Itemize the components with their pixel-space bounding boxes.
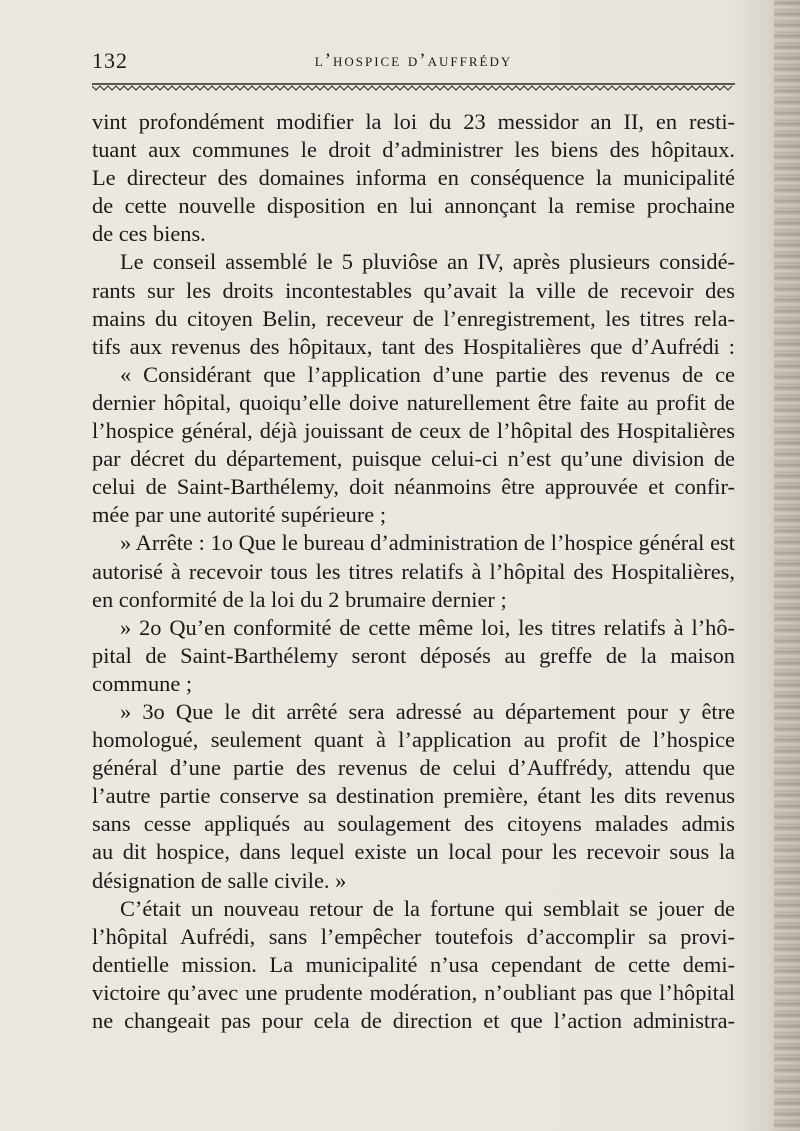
text-line: l’hospice général, déjà jouissant de ceux de l’hôpital des Hospitalières [92, 418, 735, 444]
text-line: Le directeur des domaines informa en conséquence la municipalité [92, 165, 735, 191]
text-line: l’hôpital Aufrédi, sans l’empêcher toutefois d’accomplir sa provi- [92, 923, 735, 949]
text-line: autorisé à recevoir tous les titres relatifs à l’hôpital des Hospitalières, [92, 558, 735, 584]
text-line: dernier hôpital, quoiqu’elle doive naturellement être faite au profit de [92, 389, 735, 415]
text-line: de cette nouvelle disposition en lui annonçant la remise prochaine [92, 193, 735, 219]
header-rule [92, 82, 735, 92]
text-line: désignation de salle civile. » [92, 867, 347, 893]
page-header [92, 48, 735, 78]
text-line: homologué, seulement quant à l’application au profit de l’hospice [92, 727, 735, 753]
text-line: » 2o Qu’en conformité de cette même loi, les titres relatifs à l’hô- [120, 614, 735, 640]
text-line: général d’une partie des revenus de celui d’Auffrédy, attendu que [92, 755, 735, 781]
text-line: au dit hospice, dans lequel existe un local pour les recevoir sous la [92, 839, 735, 865]
text-line: pital de Saint-Barthélemy seront déposés au greffe de la maison [92, 642, 735, 668]
page-edge [774, 0, 800, 1131]
text-line: Le conseil assemblé le 5 pluviôse an IV, après plusieurs considé- [120, 249, 735, 275]
text-line: mée par une autorité supérieure ; [92, 502, 387, 528]
text-line: celui de Saint-Barthélemy, doit néanmoins être approuvée et confir- [92, 474, 735, 500]
text-line: l’autre partie conserve sa destination première, étant les dits revenus [92, 783, 735, 809]
text-line: « Considérant que l’application d’une partie des revenus de ce [120, 361, 735, 387]
text-line: victoire qu’avec une prudente modération, n’oubliant pas que l’hôpital [92, 979, 735, 1005]
text-line: en conformité de la loi du 2 brumaire dernier ; [92, 586, 507, 612]
text-line: ne changeait pas pour cela de direction et que l’action administra- [92, 1008, 735, 1033]
text-line: sans cesse appliqués au soulagement des citoyens malades admis [92, 811, 735, 837]
text-line: C’était un nouveau retour de la fortune qui semblait se jouer de [120, 895, 735, 921]
page-number: 132 [92, 48, 128, 73]
text-line: rants sur les droits incontestables qu’avait la ville de recevoir des [92, 277, 735, 303]
text-line: vint profondément modifier la loi du 23 messidor an II, en resti- [92, 109, 735, 134]
text-line: de ces biens. [92, 221, 206, 247]
running-title: l’hospice d’auffrédy [314, 50, 513, 71]
text-line: par décret du département, puisque celui-ci n’est qu’une division de [92, 446, 735, 472]
text-line: » Arrête : 1o Que le bureau d’administration de l’hospice général est [120, 530, 735, 556]
text-line: dentielle mission. La municipalité n’usa cependant de cette demi- [92, 951, 735, 977]
text-line: mains du citoyen Belin, receveur de l’enregistrement, les titres rela- [92, 305, 735, 331]
body-text [92, 108, 735, 1035]
text-line: commune ; [92, 670, 193, 696]
text-line: tuant aux communes le droit d’administrer les biens des hôpitaux. [92, 137, 735, 163]
text-line: tifs aux revenus des hôpitaux, tant des Hospitalières que d’Aufrédi : [92, 333, 735, 359]
text-line: » 3o Que le dit arrêté sera adressé au département pour y être [120, 698, 735, 724]
